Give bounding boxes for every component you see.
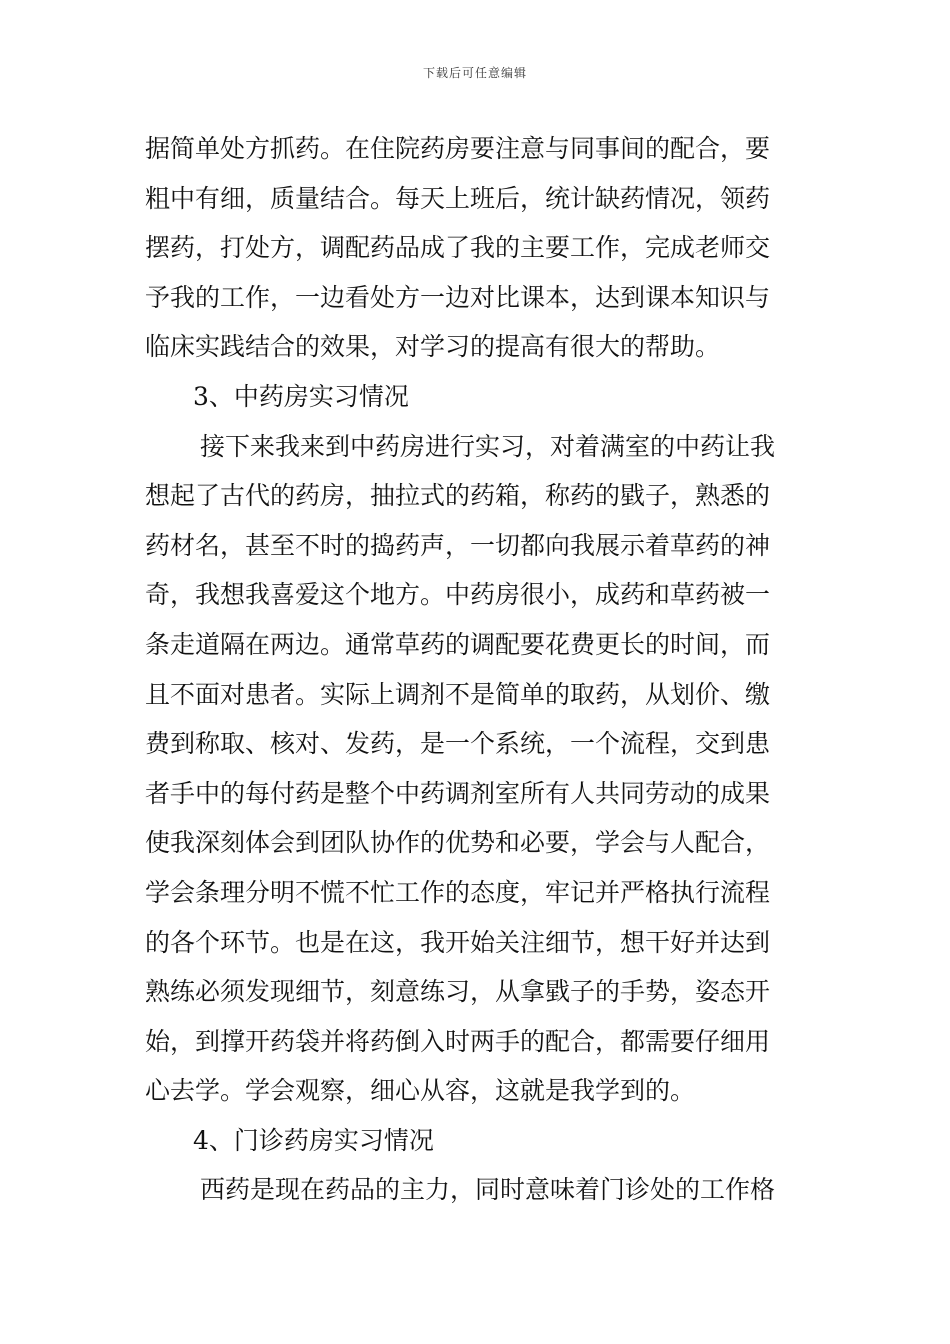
paragraph-line: 者手中的每付药是整个中药调剂室所有人共同劳动的成果 bbox=[145, 778, 771, 808]
paragraph-line: 粗中有细，质量结合。每天上班后，统计缺药情况，领药 bbox=[145, 183, 771, 213]
paragraph-line: 摆药，打处方，调配药品成了我的主要工作，完成老师交 bbox=[145, 233, 771, 263]
section-heading-outpatient-pharmacy: 4、门诊药房实习情况 bbox=[193, 1125, 434, 1155]
paragraph-line: 想起了古代的药房，抽拉式的药箱，称药的戥子，熟悉的 bbox=[145, 481, 771, 511]
paragraph-line: 据简单处方抓药。在住院药房要注意与同事间的配合，要 bbox=[145, 134, 771, 163]
paragraph-line: 费到称取、核对、发药，是一个系统，一个流程，交到患 bbox=[145, 729, 771, 759]
paragraph-line: 始，到撑开药袋并将药倒入时两手的配合，都需要仔细用 bbox=[145, 1026, 771, 1056]
paragraph-line: 熟练必须发现细节，刻意练习，从拿戥子的手势，姿态开 bbox=[145, 977, 771, 1007]
paragraph-line: 且不面对患者。实际上调剂不是简单的取药，从划价、缴 bbox=[145, 679, 771, 709]
paragraph-line: 药材名，甚至不时的捣药声，一切都向我展示着草药的神 bbox=[145, 530, 771, 560]
paragraph-line: 临床实践结合的效果，对学习的提高有很大的帮助。 bbox=[145, 332, 721, 362]
paragraph-line: 西药是现在药品的主力，同时意味着门诊处的工作格 bbox=[200, 1175, 776, 1205]
paragraph-inpatient-pharmacy bbox=[145, 124, 810, 372]
page-header: 下载后可任意编辑 bbox=[422, 66, 527, 80]
paragraph-line: 学会条理分明不慌不忙工作的态度，牢记并严格执行流程 bbox=[145, 877, 771, 907]
paragraph-outpatient-pharmacy bbox=[145, 1165, 810, 1215]
paragraph-line: 奇，我想我喜爱这个地方。中药房很小，成药和草药被一 bbox=[145, 580, 771, 610]
document-body bbox=[145, 124, 810, 1215]
paragraph-line: 心去学。学会观察，细心从容，这就是我学到的。 bbox=[145, 1076, 696, 1106]
paragraph-chinese-pharmacy bbox=[145, 422, 810, 1116]
paragraph-line: 接下来我来到中药房进行实习，对着满室的中药让我 bbox=[200, 431, 776, 461]
paragraph-line: 条走道隔在两边。通常草药的调配要花费更长的时间，而 bbox=[145, 629, 771, 659]
section-heading-chinese-pharmacy: 3、中药房实习情况 bbox=[193, 381, 409, 411]
paragraph-line: 使我深刻体会到团队协作的优势和必要，学会与人配合， bbox=[145, 828, 771, 858]
paragraph-line: 的各个环节。也是在这，我开始关注细节，想干好并达到 bbox=[145, 927, 771, 957]
paragraph-line: 予我的工作，一边看处方一边对比课本，达到课本知识与 bbox=[145, 282, 771, 312]
